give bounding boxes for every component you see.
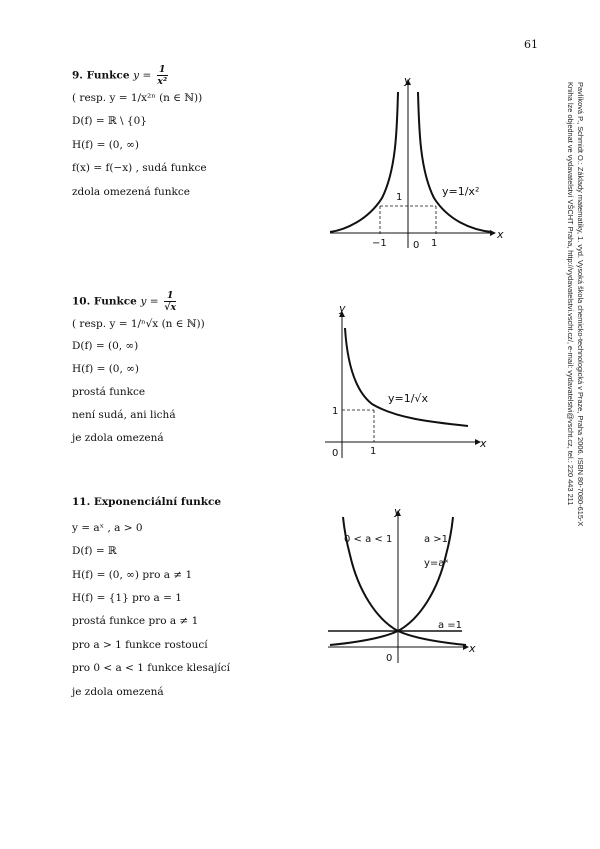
x-axis-label: x (497, 228, 504, 241)
text-line: H(f) = (0, ∞) (72, 139, 140, 151)
side-note (566, 82, 585, 527)
tick-label: 1 (370, 446, 377, 457)
curve-right (418, 92, 492, 232)
text-line: H(f) = (0, ∞) pro a ≠ 1 (72, 569, 193, 581)
y-axis-label: y (404, 74, 411, 87)
section-heading: 11. Exponenciální funkce (72, 496, 222, 508)
tick-label: 1 (431, 238, 438, 249)
tick-label: −1 (372, 238, 387, 249)
curve-label: y=1/x² (442, 185, 480, 198)
tick-label: 1 (332, 406, 339, 417)
text-line: prostá funkce (72, 386, 146, 398)
text-line: D(f) = (0, ∞) (72, 340, 139, 352)
region-label: 0 < a < 1 (344, 534, 393, 545)
text-line: pro 0 < a < 1 funkce klesající (72, 662, 230, 674)
text-line: ( resp. y = 1/x²ⁿ (n ∈ ℕ)) (72, 92, 203, 104)
side-note-line: Pavlíková P., Schmidt O.: Základy matematiky, 1. vyd. Vysoká škola chemicko-technologická v Praze, Praha 2006. ISBN 80-7080-615-X (576, 82, 585, 527)
curve-label: y=1/√x (388, 392, 428, 405)
page-number: 61 (524, 38, 538, 51)
section-heading: 9. Funkce y = $\frac{1}{\text{x²}}$ (72, 64, 168, 87)
text-line: D(f) = ℝ \ {0} (72, 115, 147, 127)
text-line: y = aˣ , a > 0 (72, 522, 143, 534)
origin-label: 0 (413, 240, 420, 251)
x-axis-label: x (480, 437, 487, 450)
y-axis-label: y (394, 505, 401, 518)
text-line: H(f) = {1} pro a = 1 (72, 592, 182, 604)
text-line: D(f) = ℝ (72, 545, 117, 557)
graph-inverse-sqrt (320, 300, 495, 465)
text-line: prostá funkce pro a ≠ 1 (72, 615, 199, 627)
text-line: není sudá, ani lichá (72, 409, 176, 421)
text-line: H(f) = (0, ∞) (72, 363, 140, 375)
tick-label: 1 (396, 192, 403, 203)
line-label: a =1 (438, 620, 463, 631)
text-line: je zdola omezená (72, 686, 164, 698)
y-axis-label: y (339, 302, 346, 315)
curve-label: y=aˣ (424, 558, 449, 569)
section-heading: 10. Funkce y = $\frac{1}{√x}$ (72, 290, 177, 313)
side-note-line: Kniha lze objednat ve vydavatelství VŠCHT Praha, http://vydavatelstvi.vscht.cz/, e-mail: vydavatelstvi@vscht.cz, tel.: 220 443 211 (566, 82, 575, 506)
text-line: zdola omezená funkce (72, 186, 190, 198)
text-line: f(x) = f(−x) , sudá funkce (72, 162, 207, 174)
text-line: je zdola omezená (72, 432, 164, 444)
graph-inverse-square (320, 70, 510, 250)
origin-label: 0 (332, 448, 339, 459)
curve (345, 328, 468, 426)
region-label: a >1 (424, 534, 449, 545)
graph-exponential (320, 505, 485, 665)
x-axis-label: x (469, 642, 476, 655)
origin-label: 0 (386, 653, 393, 664)
text-line: ( resp. y = 1/ⁿ√x (n ∈ ℕ)) (72, 318, 205, 330)
curve-left (330, 92, 398, 232)
text-line: pro a > 1 funkce rostoucí (72, 639, 208, 651)
